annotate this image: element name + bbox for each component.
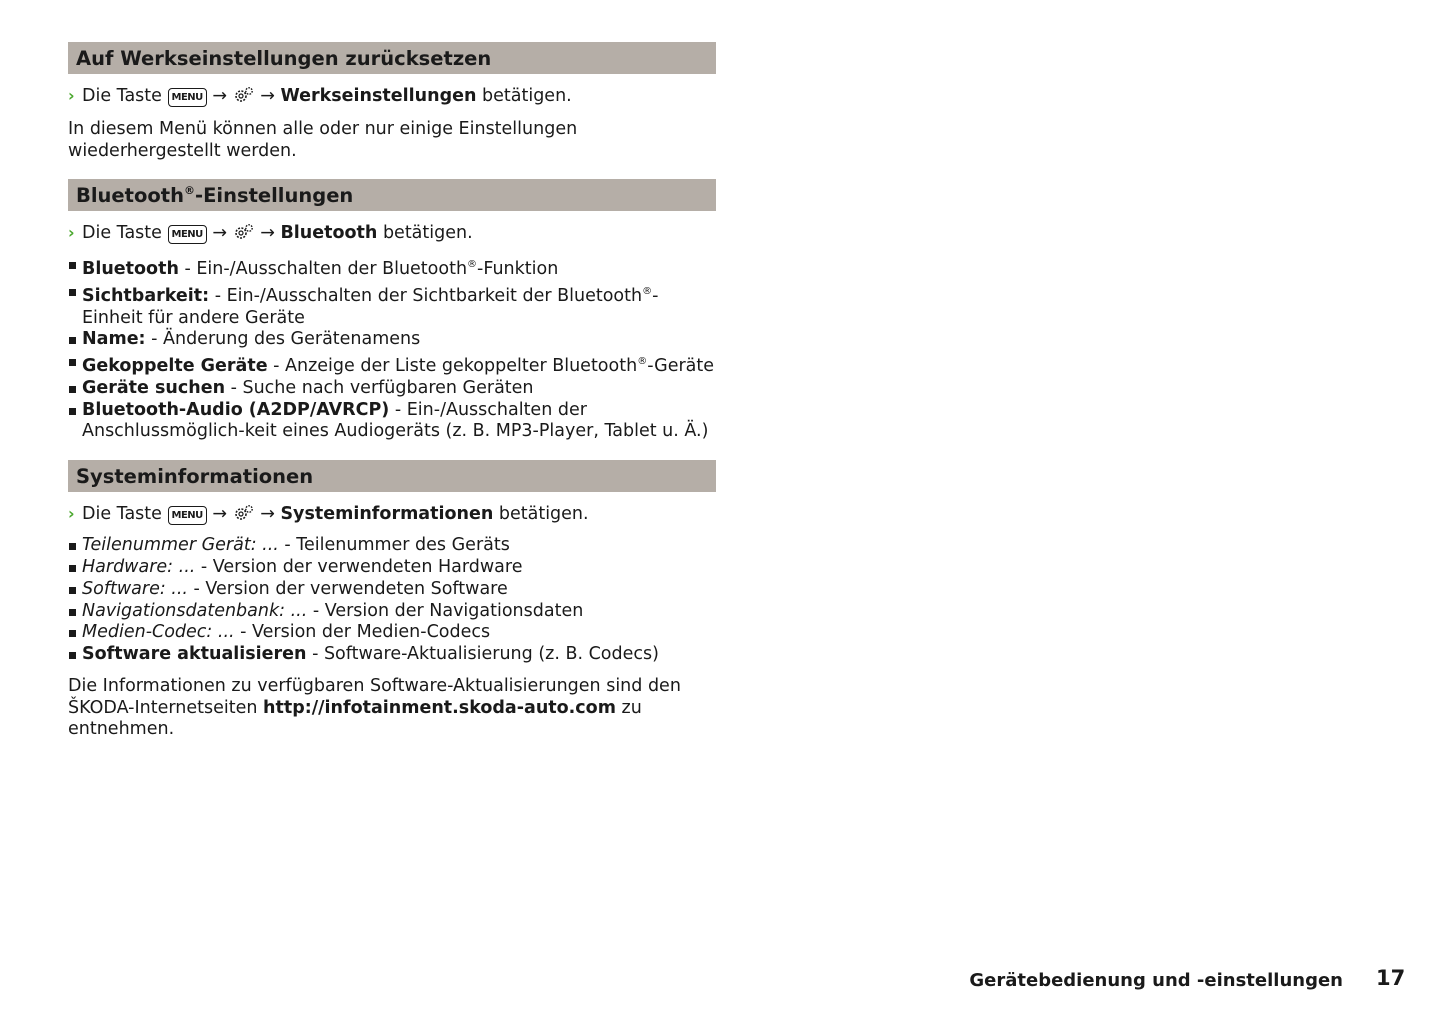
chevron-right-icon: › [68,504,75,524]
gear-icon [233,86,255,104]
gear-icon [233,223,255,241]
chapter-footer: Gerätebedienung und -einstellungen [969,970,1343,991]
menu-target: Werkseinstellungen [280,86,477,106]
page-number: 17 [1376,966,1406,990]
menu-target: Bluetooth [280,223,378,244]
skoda-url-link[interactable]: http://infotainment.skoda-auto.com [263,697,616,718]
instruction-step-sysinfo: › Die Taste MENU → → Systeminformationen betätigen. [68,504,589,525]
paragraph-software-update: Die Informationen zu verfügbaren Software-Aktualisierungen sind den ŠKODA-Internetseiten http://infotainment.skoda-auto.com zu entnehmen. [68,676,681,740]
gear-icon [233,504,255,522]
section-title-system-info: Systeminformationen [68,460,716,492]
content-column [68,42,716,741]
instruction-step-factory: › Die Taste MENU → → Werkseinstellungen betätigen. [68,86,572,106]
instruction-step-bluetooth: › Die Taste MENU → → Bluetooth betätigen. [68,223,473,244]
list-item: Name: - Änderung des Gerätenamens [68,329,716,351]
list-item: Medien-Codec: ... - Version der Medien-Codecs [68,622,716,644]
bluetooth-options-list [68,254,716,443]
list-item: Software: ... - Version der verwendeten Software [68,579,716,601]
system-info-list [68,535,716,666]
menu-target: Systeminformationen [280,504,494,525]
section-title-bluetooth: Bluetooth®-Einstellungen [68,179,716,211]
list-item: Software aktualisieren - Software-Aktualisierung (z. B. Codecs) [68,644,716,666]
chevron-right-icon: › [68,223,75,243]
section-title-factory-reset: Auf Werkseinstellungen zurücksetzen [68,42,716,74]
list-item: Navigationsdatenbank: ... - Version der Navigationsdaten [68,601,716,623]
paragraph-factory: In diesem Menü können alle oder nur einige Einstellungen wiederhergestellt werden. [68,119,578,161]
chevron-right-icon: › [68,86,75,105]
menu-key-icon: MENU [168,88,207,107]
list-item: Geräte suchen - Suche nach verfügbaren Geräten [68,378,716,400]
list-item: Gekoppelte Geräte - Anzeige der Liste gekoppelter Bluetooth®-Geräte [68,351,716,378]
list-item: Teilenummer Gerät: ... - Teilenummer des Geräts [68,535,716,557]
list-item: Sichtbarkeit: - Ein-/Ausschalten der Sichtbarkeit der Bluetooth®-Einheit für andere Geräte [68,281,716,329]
list-item: Bluetooth-Audio (A2DP/AVRCP) - Ein-/Ausschalten der Anschlussmöglich-keit eines Audiogeräts (z. B. MP3-Player, Tablet u. Ä.) [68,400,716,444]
list-item: Hardware: ... - Version der verwendeten Hardware [68,557,716,579]
menu-key-icon: MENU [168,225,207,244]
list-item: Bluetooth - Ein-/Ausschalten der Bluetooth®-Funktion [68,254,716,281]
menu-key-icon: MENU [168,506,207,525]
